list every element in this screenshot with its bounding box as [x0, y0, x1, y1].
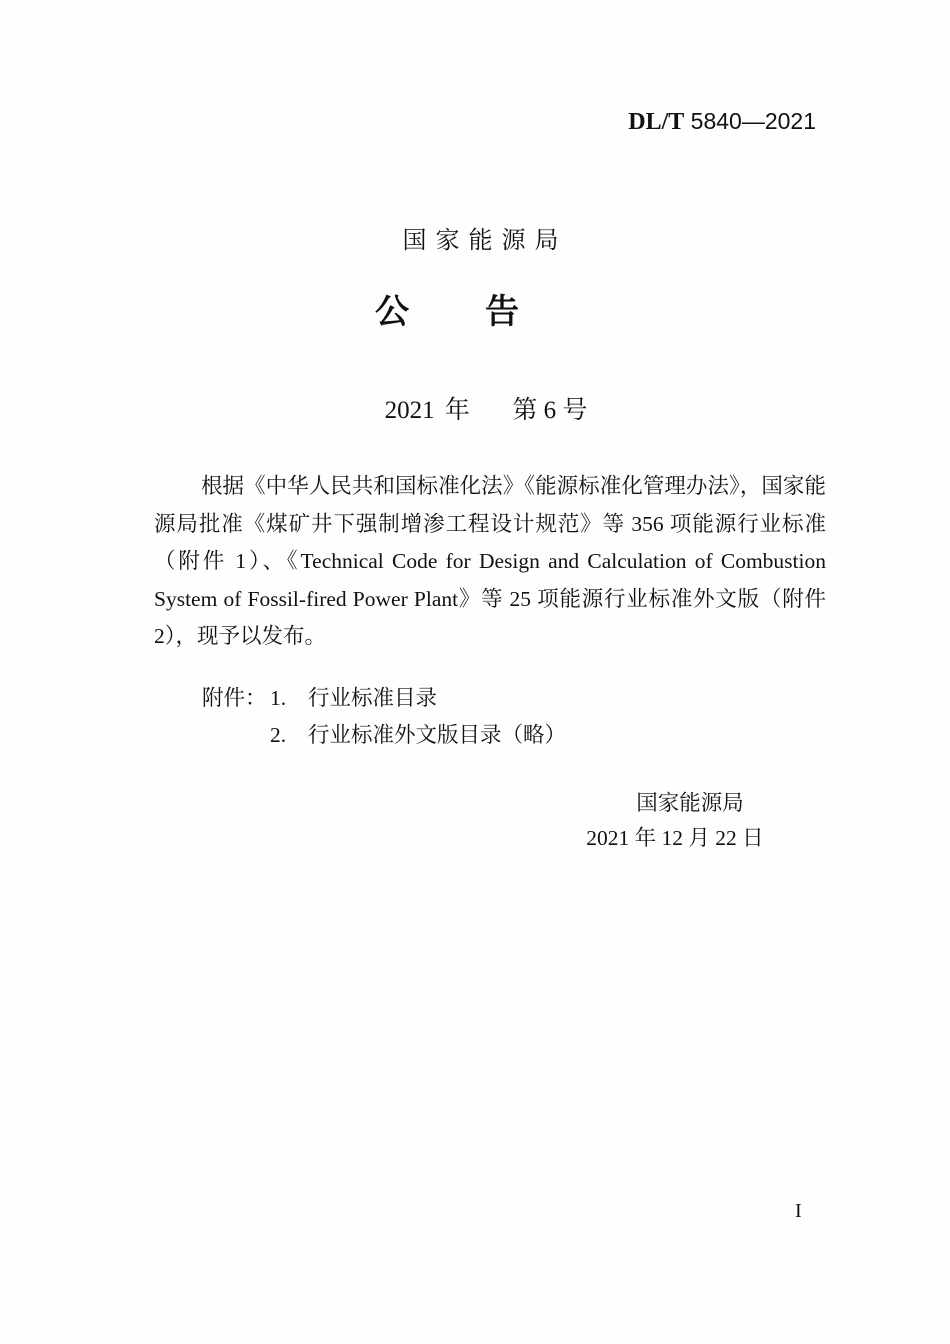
attachments-label: 附件：	[202, 686, 267, 710]
attachment-title: 行业标准目录	[308, 686, 438, 710]
page-number: I	[795, 1200, 802, 1222]
announcement-year: 2021	[384, 397, 435, 424]
announcement-number	[0, 390, 950, 426]
signature-organization: 国家能源局	[636, 791, 744, 815]
attachment-item	[202, 717, 566, 754]
document-type-title: 公告	[375, 292, 595, 332]
attachment-number: 2.	[270, 723, 287, 747]
signature-date: 2021 年 12 月 22 日	[586, 826, 764, 850]
issuer-title: 国家能源局	[402, 226, 568, 254]
announcement-year-suffix: 年	[444, 397, 470, 424]
announcement-number-label: 第 6 号	[512, 397, 588, 424]
standard-code-prefix: DL/T	[628, 109, 685, 135]
standard-code	[628, 108, 816, 136]
body-paragraph: 根据《中华人民共和国标准化法》《能源标准化管理办法》，国家能源局批准《煤矿井下强制增渗工程设计规范》等 356 项能源行业标准（附件 1）、《Technical Code for Design and Calculation of Combustion System of Fossil-fired Power Plant》等 25 项能源行业标准外文版（附件 2），现予以发布。	[154, 474, 826, 648]
attachment-number: 1.	[270, 686, 287, 710]
attachment-item	[202, 680, 566, 717]
standard-code-number: 5840—2021	[690, 108, 816, 134]
attachment-title: 行业标准外文版目录（略）	[308, 723, 567, 747]
attachments-list	[202, 680, 566, 754]
signature-block	[560, 786, 790, 856]
